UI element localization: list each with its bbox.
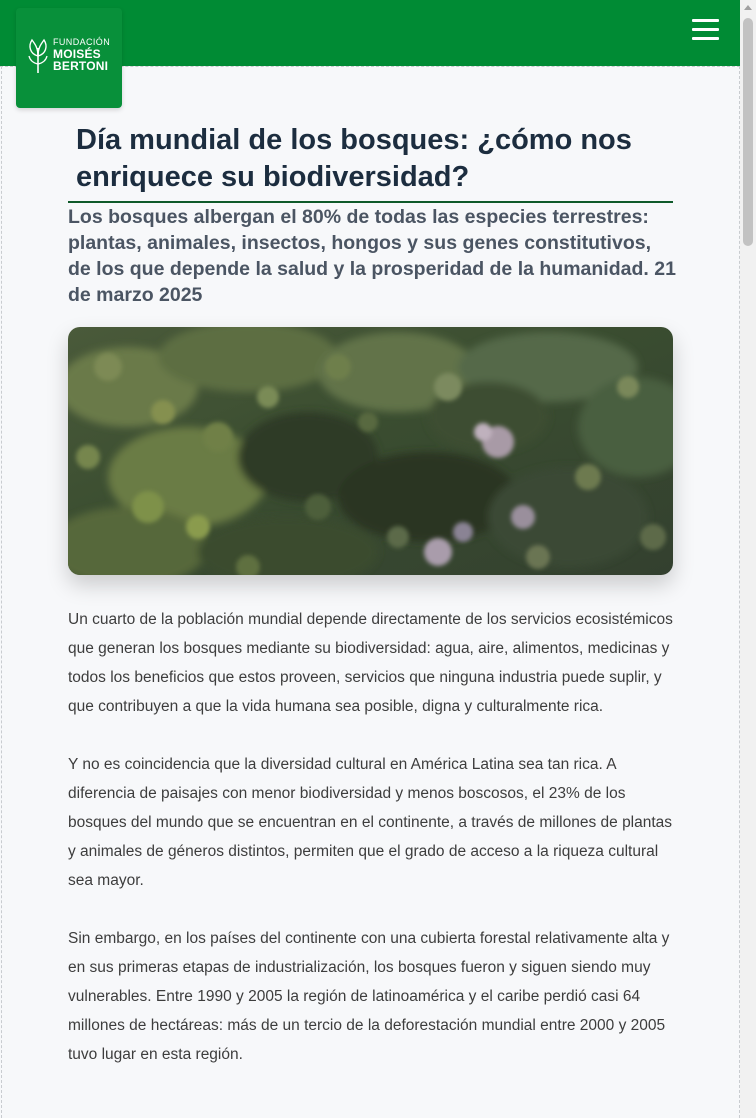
logo-line-3: BERTONI	[53, 59, 109, 73]
logo-line-1: FUNDACIÓN	[53, 37, 111, 47]
leaf-emblem-icon	[26, 38, 50, 74]
article-title: Día mundial de los bosques: ¿cómo nos enriquece su biodiversidad?	[76, 124, 632, 193]
logo-line-2: MOISÉS	[53, 47, 101, 61]
article-paragraph-2: Y no es coincidencia que la diversidad cultural en América Latina sea tan rica. A diferencia de paisajes con menor biodiversidad y menos boscosos, el 23% de los bosques del mundo que se encuentran en el continente, a través de millones de plantas y animales de géneros distintos, permiten que el grado de acceso a la riqueza cultural sea mayor.	[68, 756, 673, 889]
article-paragraph-3: Sin embargo, en los países del continente con una cubierta forestal relativamente alta y en sus primeras etapas de industrialización, los bosques fueron y siguen siendo muy vulnerables. Entre 1990 y 2005 la región de latinoamérica y el caribe perdió casi 64 millones de hectáreas: más de un tercio de la deforestación mundial entre 2000 y 2005 tuvo lugar en esta región.	[68, 930, 670, 1063]
title-divider	[68, 201, 673, 203]
article-body	[68, 605, 678, 1098]
foundation-logo[interactable]	[16, 8, 122, 108]
hamburger-menu-icon[interactable]	[692, 19, 719, 41]
scrollbar-thumb[interactable]	[743, 18, 753, 246]
aerial-forest-image	[68, 327, 673, 575]
vertical-scrollbar[interactable]	[740, 0, 756, 1118]
scroll-up-icon[interactable]	[744, 5, 752, 10]
logo-wordmark	[53, 38, 110, 72]
article-paragraph-1: Un cuarto de la población mundial depende directamente de los servicios ecosistémicos que generan los bosques mediante su biodiversidad: agua, aire, alimentos, medicinas y todos los beneficios que estos proveen, servicios que ninguna industria puede suplir, y que contribuyen a que la vida humana sea posible, digna y culturalmente rica.	[68, 611, 673, 715]
article-subtitle: Los bosques albergan el 80% de todas las especies terrestres: plantas, animales, insectos, hongos y sus genes constitutivos, de los que depende la salud y la prosperidad de la humanidad. 21 de marzo 2025	[68, 206, 676, 306]
content-frame-left	[1, 66, 2, 1118]
